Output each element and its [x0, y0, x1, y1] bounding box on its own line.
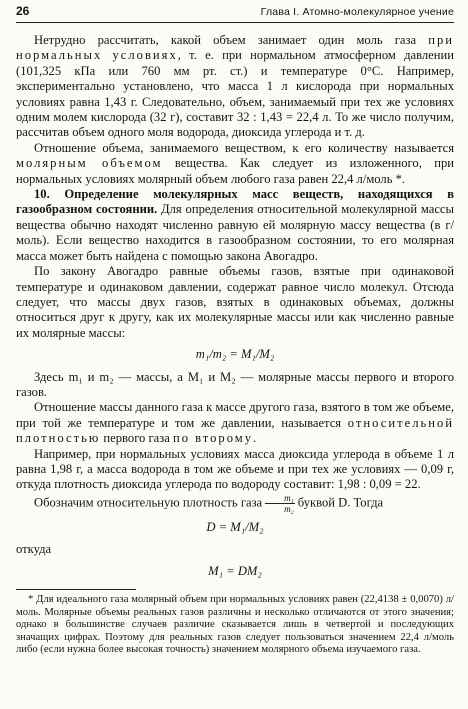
header-rule	[16, 22, 454, 23]
chapter-title: Глава I. Атомно-молекулярное учение	[260, 6, 454, 18]
running-head	[16, 0, 454, 20]
spaced-term: относительной плотностью	[16, 415, 454, 446]
paragraph-molar-volume-def: Отношение объема, занимаемого веществом, к его количеству называется молярным объемом вещества. Как следует из изложенного, при нормальных условиях молярный объем любого газа равен 22,4 л/моль *.	[16, 140, 454, 186]
inline-fraction: $\frac{\text{m₁}}{\text{m₂}}$	[265, 493, 295, 514]
formula-mass-ratio: m₁/m₂ = M₁/M₂	[195, 347, 275, 362]
paragraph-relative-density-def: Отношение массы данного газа к массе другого газа, взятого в том же объеме, при той же температуре и том же давлении, называется относительной плотностью первого газа по второму.	[16, 400, 454, 446]
paragraph-avogadro: По закону Авогадро равные объемы газов, взятые при одинаковой температуре и одинаковом давлении, содержат равное число молекул. Отсюда следует, что массы двух газов, взятых в одинаковых объемах, должны относиться друг к другу, как их молекулярные массы или как численно равные их молярные массы:	[16, 264, 454, 340]
main-text	[16, 33, 454, 579]
paragraph-molar-volume-calc: Нетрудно рассчитать, какой объем занимает один моль газа при нормальных условиях, т. е. при нормальном атмосферном давлении (101,325 кПа или 760 мм рт. ст.) и температуре 0°С. Например, экспериментально установлено, что масса 1 л кислорода при нормальных условиях равна 1,43 г. Следовательно, объем, занимаемый при тех же условиях одним молем кислорода (32 г), составит 32 : 1,43 = 22,4 л. То же число получим, рассчитав объем одного моля водорода, диоксида углерода и т. д.	[16, 33, 454, 140]
formula-density: D = M₁/M₂	[206, 519, 264, 534]
paragraph-density-notation: Обозначим относительную плотность газа $\frac{\text{m₁}}{\text{m₂}}$ буквой D. Тогда	[34, 492, 384, 514]
paragraph-section-10: 10. Определение молекулярных масс веществ, находящихся в газообразном состоянии. Для определения относительной молекулярной массы вещества обычно находят численно равную ей молярную массу вещества (в г/моль). Если вещество находится в газообразном состоянии, то его молярная масса может быть найдена с помощью закона Авогадро.	[16, 187, 454, 263]
section-heading: 10. Определение молекулярных масс веществ, находящихся в газообразном состоянии.	[16, 187, 454, 217]
footnote-rule	[16, 589, 136, 590]
paragraph-example: Например, при нормальных условиях масса диоксида углерода в объеме 1 л равна 1,98 г, а масса водорода в том же объеме и при тех же условиях — 0,09 г, откуда плотность диоксида углерода по водороду составит: 1,98 : 0,09 = 22.	[16, 446, 454, 492]
word-otkuda: откуда	[16, 542, 52, 557]
page-number: 26	[16, 4, 30, 18]
spaced-term: по второму	[172, 431, 254, 446]
paragraph-legend: Здесь m₁ и m₂ — массы, а M₁ и M₂ — молярные массы первого и второго газов.	[16, 369, 454, 399]
footnote: * Для идеального газа молярный объем при нормальных условиях равен (22,4138 ± 0,0070) л/моль. Молярные объемы реальных газов различны и несколько отличаются от этого значения; однако в большинстве случаев различие сказывается лишь в четвертой и последующих значащих цифрах. Поэтому для реальных газов следует пользоваться значением 22,4 л/моль либо (если нужна более высокая точность) значением молярного объема изучаемого газа.	[16, 594, 454, 656]
spaced-term: при нормальных условиях	[16, 33, 454, 63]
spaced-term: молярным объемом	[16, 156, 163, 171]
formula-molar-mass: M₁ = DM₂	[208, 563, 262, 578]
